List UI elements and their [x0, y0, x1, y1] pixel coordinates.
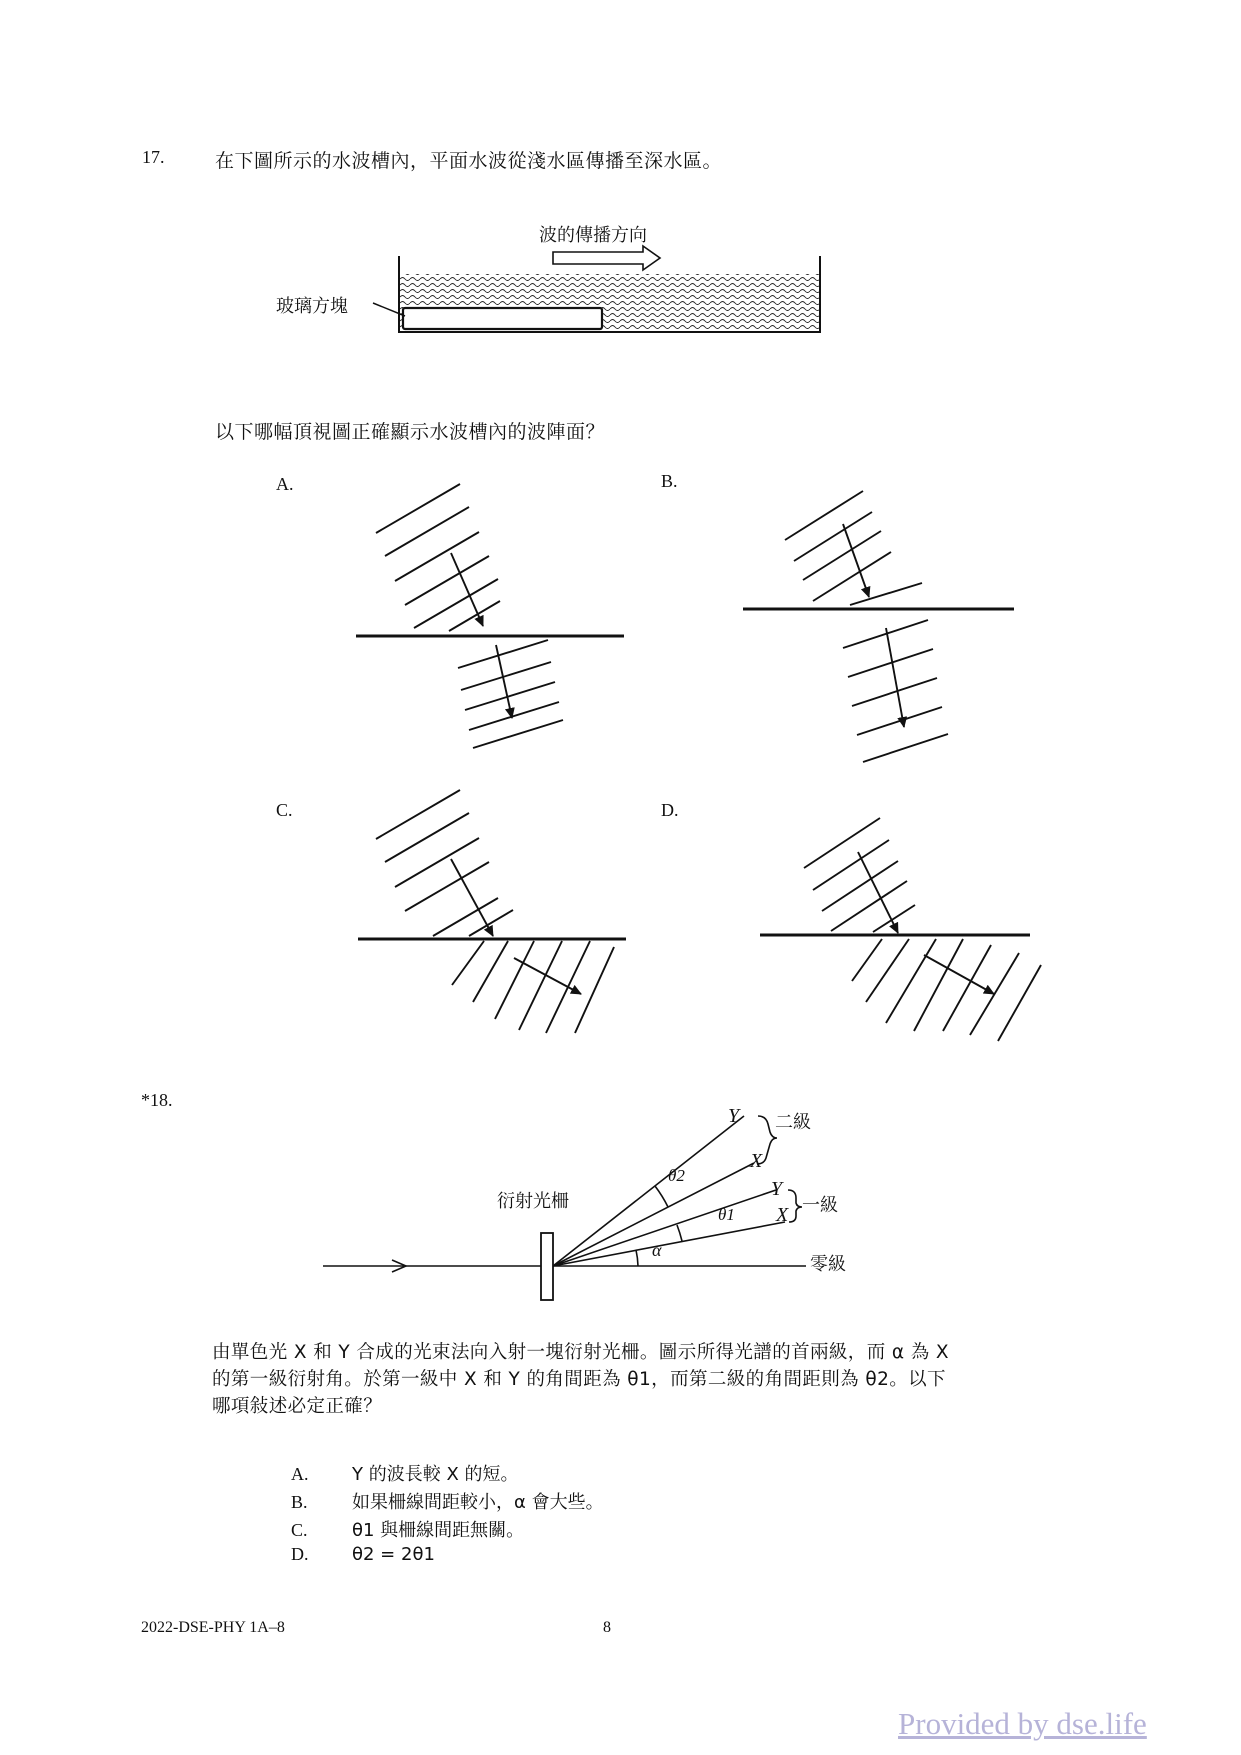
question-18-number: *18.	[141, 1090, 173, 1110]
theta1-arc	[677, 1225, 682, 1241]
answer-text: Y 的波長較 X 的短。	[352, 1464, 519, 1485]
first-order-x-label: X	[776, 1204, 789, 1226]
grating	[541, 1233, 553, 1300]
glass-block-label: 玻璃方塊	[276, 296, 348, 317]
watermark-link[interactable]: Provided by dse.life	[898, 1706, 1147, 1741]
zero-order-label: 零級	[810, 1254, 846, 1275]
option-b-letter: B.	[661, 471, 678, 491]
answer-letter: C.	[291, 1520, 308, 1540]
question-17-text: 在下圖所示的水波槽內，平面水波從淺水區傳播至深水區。	[215, 150, 723, 172]
answer-option-b	[291, 1488, 604, 1514]
answer-letter: B.	[291, 1492, 308, 1512]
option-a-letter: A.	[276, 474, 294, 494]
alpha-arc	[636, 1250, 638, 1266]
second-order-y-ray	[553, 1116, 744, 1266]
alpha-label: α	[652, 1240, 662, 1260]
page-number: 8	[603, 1619, 611, 1636]
question-18-line: 哪項敍述必定正確？	[212, 1396, 383, 1417]
option-c-letter: C.	[276, 800, 293, 820]
second-order-label: 二級	[775, 1112, 811, 1133]
answer-option-c	[291, 1516, 524, 1542]
paper-code: 2022-DSE-PHY 1A–8	[141, 1619, 285, 1636]
theta2-arc	[655, 1186, 668, 1207]
question-18-line: 由單色光 X 和 Y 合成的光束法向入射一塊衍射光柵。圖示所得光譜的首兩級，而 α 為 X	[212, 1342, 950, 1363]
second-order-x-label: X	[750, 1150, 763, 1172]
first-order-x-ray	[553, 1222, 785, 1266]
second-order-y-label: Y	[728, 1105, 740, 1127]
answer-option-a	[291, 1460, 519, 1486]
grating-label: 衍射光柵	[497, 1191, 569, 1212]
answer-option-d	[291, 1544, 435, 1565]
first-order-y-label: Y	[771, 1178, 783, 1200]
first-order-label: 一級	[802, 1195, 838, 1216]
answer-text: θ1 與柵線間距無關。	[352, 1520, 525, 1541]
first-order-brace	[788, 1190, 802, 1222]
theta1-label: θ1	[718, 1205, 735, 1224]
answer-letter: D.	[291, 1544, 309, 1564]
question-18-text	[212, 1339, 1092, 1420]
answer-letter: A.	[291, 1464, 309, 1484]
theta2-label: θ2	[668, 1166, 685, 1185]
option-d-letter: D.	[661, 800, 679, 820]
question-17-number: 17.	[142, 147, 165, 167]
answer-text: 如果柵線間距較小，α 會大些。	[352, 1492, 604, 1513]
direction-label: 波的傳播方向	[539, 225, 647, 246]
answer-text: θ2 = 2θ1	[352, 1544, 435, 1565]
question-18-line: 的第一級衍射角。於第一級中 X 和 Y 的角間距為 θ1，而第二級的角間距則為 θ2。以下	[212, 1369, 946, 1390]
question-17-prompt: 以下哪幅頂視圖正確顯示水波槽內的波陣面？	[215, 421, 606, 443]
